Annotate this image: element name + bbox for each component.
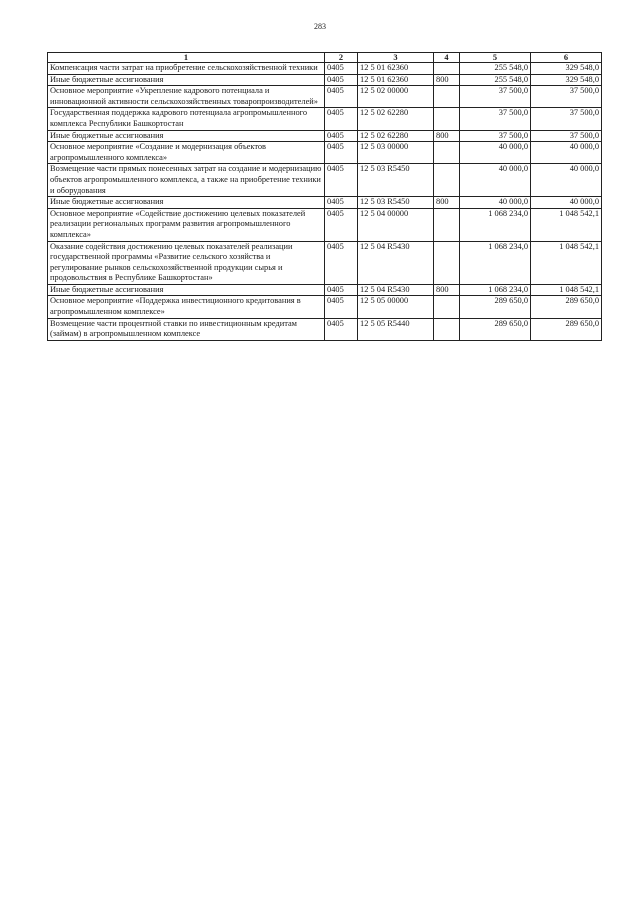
row-name-cell: Основное мероприятие «Создание и модернизация объектов агропромышленного комплекса» <box>48 142 325 164</box>
row-name-cell: Оказание содействия достижению целевых показателей реализации государственной программы «Развитие сельского хозяйства и регулирование рынков сельскохозяйственной продукции сырья и продовольствия в Республике Башкортостан» <box>48 241 325 284</box>
section-code-cell: 0405 <box>325 164 358 197</box>
target-code-cell: 12 5 05 R5440 <box>358 318 434 340</box>
column-header: 4 <box>434 53 460 63</box>
expense-type-cell <box>434 296 460 318</box>
amount-year1-cell: 1 068 234,0 <box>460 284 531 296</box>
target-code-cell: 12 5 03 R5450 <box>358 164 434 197</box>
expense-type-cell <box>434 86 460 108</box>
target-code-cell: 12 5 01 62360 <box>358 74 434 86</box>
amount-year1-cell: 255 548,0 <box>460 63 531 75</box>
row-name-cell: Возмещение части процентной ставки по инвестиционным кредитам (займам) в агропромышленном комплексе <box>48 318 325 340</box>
target-code-cell: 12 5 04 00000 <box>358 208 434 241</box>
section-code-cell: 0405 <box>325 197 358 209</box>
target-code-cell: 12 5 04 R5430 <box>358 241 434 284</box>
column-header: 3 <box>358 53 434 63</box>
amount-year2-cell: 1 048 542,1 <box>531 284 602 296</box>
section-code-cell: 0405 <box>325 241 358 284</box>
target-code-cell: 12 5 02 00000 <box>358 86 434 108</box>
amount-year1-cell: 40 000,0 <box>460 197 531 209</box>
table-row <box>48 318 602 340</box>
section-code-cell: 0405 <box>325 318 358 340</box>
section-code-cell: 0405 <box>325 296 358 318</box>
section-code-cell: 0405 <box>325 284 358 296</box>
amount-year2-cell: 40 000,0 <box>531 142 602 164</box>
column-header: 2 <box>325 53 358 63</box>
expense-type-cell <box>434 241 460 284</box>
expense-type-cell <box>434 164 460 197</box>
table-header-row <box>48 53 602 63</box>
row-name-cell: Основное мероприятие «Поддержка инвестиционного кредитования в агропромышленном комплексе» <box>48 296 325 318</box>
amount-year2-cell: 289 650,0 <box>531 318 602 340</box>
section-code-cell: 0405 <box>325 208 358 241</box>
row-name-cell: Иные бюджетные ассигнования <box>48 130 325 142</box>
amount-year2-cell: 40 000,0 <box>531 197 602 209</box>
amount-year1-cell: 37 500,0 <box>460 108 531 130</box>
amount-year1-cell: 289 650,0 <box>460 318 531 340</box>
table-row <box>48 74 602 86</box>
row-name-cell: Компенсация части затрат на приобретение сельскохозяйственной техники <box>48 63 325 75</box>
amount-year1-cell: 37 500,0 <box>460 86 531 108</box>
section-code-cell: 0405 <box>325 74 358 86</box>
row-name-cell: Иные бюджетные ассигнования <box>48 197 325 209</box>
section-code-cell: 0405 <box>325 130 358 142</box>
table-row <box>48 197 602 209</box>
expense-type-cell: 800 <box>434 130 460 142</box>
amount-year2-cell: 37 500,0 <box>531 130 602 142</box>
row-name-cell: Возмещение части прямых понесенных затрат на создание и модернизацию объектов агропромышленного комплекса, а также на приобретение техники и оборудования <box>48 164 325 197</box>
table-row <box>48 63 602 75</box>
section-code-cell: 0405 <box>325 142 358 164</box>
table-row <box>48 208 602 241</box>
amount-year1-cell: 37 500,0 <box>460 130 531 142</box>
expense-type-cell: 800 <box>434 197 460 209</box>
amount-year2-cell: 37 500,0 <box>531 86 602 108</box>
section-code-cell: 0405 <box>325 108 358 130</box>
target-code-cell: 12 5 05 00000 <box>358 296 434 318</box>
amount-year1-cell: 1 068 234,0 <box>460 241 531 284</box>
table-body <box>48 63 602 341</box>
amount-year1-cell: 255 548,0 <box>460 74 531 86</box>
table-row <box>48 108 602 130</box>
target-code-cell: 12 5 02 62280 <box>358 130 434 142</box>
table-row <box>48 130 602 142</box>
amount-year1-cell: 40 000,0 <box>460 164 531 197</box>
table-row <box>48 241 602 284</box>
expense-type-cell: 800 <box>434 74 460 86</box>
target-code-cell: 12 5 02 62280 <box>358 108 434 130</box>
section-code-cell: 0405 <box>325 86 358 108</box>
table-row <box>48 86 602 108</box>
row-name-cell: Основное мероприятие «Укрепление кадрового потенциала и инновационной активности сельскохозяйственных товаропроизводителей» <box>48 86 325 108</box>
expense-type-cell <box>434 63 460 75</box>
amount-year2-cell: 40 000,0 <box>531 164 602 197</box>
expense-type-cell <box>434 208 460 241</box>
row-name-cell: Государственная поддержка кадрового потенциала агропромышленного комплекса Республики Башкортостан <box>48 108 325 130</box>
amount-year1-cell: 40 000,0 <box>460 142 531 164</box>
column-header: 1 <box>48 53 325 63</box>
expense-type-cell <box>434 318 460 340</box>
table-row <box>48 284 602 296</box>
target-code-cell: 12 5 01 62360 <box>358 63 434 75</box>
expense-type-cell <box>434 142 460 164</box>
amount-year2-cell: 1 048 542,1 <box>531 241 602 284</box>
expense-type-cell: 800 <box>434 284 460 296</box>
target-code-cell: 12 5 03 00000 <box>358 142 434 164</box>
row-name-cell: Иные бюджетные ассигнования <box>48 284 325 296</box>
target-code-cell: 12 5 03 R5450 <box>358 197 434 209</box>
page-number: 283 <box>314 22 326 31</box>
table-row <box>48 296 602 318</box>
expense-type-cell <box>434 108 460 130</box>
amount-year2-cell: 329 548,0 <box>531 74 602 86</box>
amount-year2-cell: 329 548,0 <box>531 63 602 75</box>
budget-table <box>47 52 602 341</box>
amount-year2-cell: 1 048 542,1 <box>531 208 602 241</box>
amount-year1-cell: 289 650,0 <box>460 296 531 318</box>
amount-year2-cell: 289 650,0 <box>531 296 602 318</box>
column-header: 6 <box>531 53 602 63</box>
table-row <box>48 142 602 164</box>
target-code-cell: 12 5 04 R5430 <box>358 284 434 296</box>
section-code-cell: 0405 <box>325 63 358 75</box>
row-name-cell: Основное мероприятие «Содействие достижению целевых показателей реализации региональных программ развития агропромышленного комплекса» <box>48 208 325 241</box>
amount-year1-cell: 1 068 234,0 <box>460 208 531 241</box>
table-row <box>48 164 602 197</box>
column-header: 5 <box>460 53 531 63</box>
row-name-cell: Иные бюджетные ассигнования <box>48 74 325 86</box>
amount-year2-cell: 37 500,0 <box>531 108 602 130</box>
